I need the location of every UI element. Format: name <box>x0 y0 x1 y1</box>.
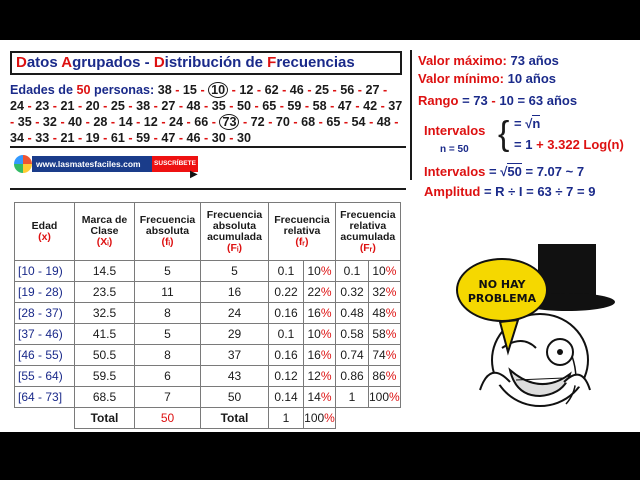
frequency-table <box>14 202 401 429</box>
header-text: Marca de Clase <box>81 214 128 237</box>
percent-cell: 100% <box>369 387 401 408</box>
age-separator: - <box>293 115 298 129</box>
age-separator: - <box>153 131 158 145</box>
logo-icon <box>14 155 32 173</box>
meme-image <box>440 240 640 432</box>
abs-freq-cell: 5 <box>135 324 201 345</box>
column-header <box>336 203 401 261</box>
age-separator: - <box>307 83 312 97</box>
age-value: 59 <box>287 99 302 113</box>
age-separator: - <box>268 115 273 129</box>
website-url[interactable]: www.lasmatesfaciles.com <box>32 156 152 172</box>
age-value: 40 <box>68 115 83 129</box>
ages-lead-end: personas: <box>90 83 158 97</box>
rel-freq-cell: 0.16 <box>269 345 304 366</box>
age-value: 70 <box>275 115 290 129</box>
age-value: 72 <box>250 115 265 129</box>
slide <box>0 40 640 432</box>
rel-freq-cell: 0.14 <box>269 387 304 408</box>
age-separator: - <box>103 99 108 113</box>
age-separator: - <box>178 131 184 145</box>
age-value: 46 <box>186 131 201 145</box>
min-value-line <box>418 71 556 86</box>
amplitude-line: Amplitud = R ÷ I = 63 ÷ 7 = 9 <box>424 184 596 199</box>
ages-count: 50 <box>76 83 91 97</box>
header-symbol: (x) <box>38 230 51 243</box>
age-value: 15 <box>182 83 197 97</box>
age-value: 48 <box>186 99 201 113</box>
age-separator: - <box>254 99 259 113</box>
table-row <box>15 282 401 303</box>
percent-cell: 100% <box>304 408 336 429</box>
slide-title <box>10 51 402 75</box>
age-value: 42 <box>363 99 378 113</box>
max-value: 73 años <box>510 53 559 68</box>
title-text: istribución de <box>164 54 268 71</box>
brace-icon: { <box>498 115 510 153</box>
circled-age: 10 <box>208 82 228 98</box>
age-value: 33 <box>35 131 50 145</box>
cum-rel-freq-cell: 0.1 <box>336 261 369 282</box>
age-value: 47 <box>337 99 352 113</box>
title-initial: D <box>153 54 165 71</box>
subscribe-button[interactable]: SUSCRÍBETE <box>152 156 198 172</box>
class-mark-cell: 50.5 <box>75 345 135 366</box>
interval-cell: [64 - 73] <box>15 387 75 408</box>
age-value: 62 <box>264 83 279 97</box>
header-text: Frecuencia absoluta acumulada <box>206 208 263 243</box>
age-separator: - <box>77 131 83 145</box>
age-value: 48 <box>376 115 391 129</box>
min-value: 10 años <box>507 71 557 86</box>
cum-rel-freq-cell: 0.58 <box>336 324 369 345</box>
title-text: recuencias <box>276 54 355 71</box>
percent-cell: 74% <box>369 345 401 366</box>
cum-rel-freq-cell: 1 <box>336 387 369 408</box>
age-separator: - <box>178 99 184 113</box>
abs-freq-cell: 8 <box>135 345 201 366</box>
percent-cell: 10% <box>304 261 336 282</box>
age-value: 58 <box>312 99 327 113</box>
age-value: 12 <box>239 83 254 97</box>
age-value: 21 <box>60 99 75 113</box>
class-mark-cell: 68.5 <box>75 387 135 408</box>
age-separator: - <box>128 99 133 113</box>
age-value: 32 <box>42 115 57 129</box>
age-value: 59 <box>136 131 151 145</box>
age-separator: - <box>242 115 248 129</box>
table-row <box>15 324 401 345</box>
age-value: 38 <box>136 99 151 113</box>
rel-freq-cell: 0.12 <box>269 366 304 387</box>
abs-freq-cell: 7 <box>135 387 201 408</box>
intervals-label: Intervalos <box>424 123 486 138</box>
age-separator: - <box>332 83 337 97</box>
class-mark-cell: 14.5 <box>75 261 135 282</box>
age-value: 38 <box>157 83 172 97</box>
age-separator: - <box>110 115 116 129</box>
empty-cell <box>15 408 75 429</box>
interval-cell: [19 - 28) <box>15 282 75 303</box>
age-value: 12 <box>143 115 158 129</box>
age-separator: - <box>369 115 374 129</box>
age-separator: - <box>204 131 209 145</box>
age-value: 46 <box>289 83 304 97</box>
age-value: 23 <box>35 99 50 113</box>
cursor-icon: ▶ <box>190 169 198 180</box>
age-separator: - <box>304 99 310 113</box>
title-initial: F <box>267 54 277 71</box>
age-separator: - <box>256 83 262 97</box>
age-separator: - <box>161 115 166 129</box>
age-separator: - <box>60 115 65 129</box>
header-text: Frecuencia absoluta <box>139 214 196 237</box>
age-value: 27 <box>365 83 380 97</box>
cum-abs-freq-cell: 24 <box>201 303 269 324</box>
column-header <box>75 203 135 261</box>
cum-abs-freq-cell: 50 <box>201 387 269 408</box>
total-rel-freq: 1 <box>269 408 304 429</box>
age-separator: - <box>103 131 108 145</box>
age-separator: - <box>380 99 385 113</box>
age-separator: - <box>355 99 360 113</box>
age-value: 56 <box>340 83 355 97</box>
age-separator: - <box>52 131 57 145</box>
age-separator: - <box>279 99 284 113</box>
total-label: Total <box>201 408 269 429</box>
age-value: 30 <box>236 131 251 145</box>
age-value: 61 <box>110 131 125 145</box>
title-initial: A <box>61 54 73 71</box>
age-value: 54 <box>351 115 366 129</box>
age-separator: - <box>85 115 90 129</box>
header-text: Edad <box>31 219 58 232</box>
header-symbol: (Fᵣ) <box>359 241 376 254</box>
age-separator: - <box>200 83 205 97</box>
header-symbol: (Xᵢ) <box>96 236 113 248</box>
interval-cell: [28 - 37) <box>15 303 75 324</box>
age-separator: - <box>52 99 57 113</box>
bubble-line-1: NO HAY <box>478 278 526 291</box>
age-separator: - <box>318 115 323 129</box>
class-mark-cell: 23.5 <box>75 282 135 303</box>
age-separator: - <box>357 83 362 97</box>
percent-cell: 14% <box>304 387 336 408</box>
age-value: 47 <box>161 131 176 145</box>
age-value: 14 <box>118 115 133 129</box>
age-value: 21 <box>60 131 75 145</box>
min-label: Valor mínimo: <box>418 71 504 86</box>
class-mark-cell: 41.5 <box>75 324 135 345</box>
age-separator: - <box>330 99 335 113</box>
intervals-calc: Intervalos = √50 = 7.07 ~ 7 <box>424 164 585 179</box>
interval-cell: [55 - 64) <box>15 366 75 387</box>
interval-cell: [10 - 19) <box>15 261 75 282</box>
age-separator: - <box>27 131 32 145</box>
age-separator: - <box>186 115 191 129</box>
range-line: Rango = 73 - 10 = 63 años <box>418 93 578 108</box>
age-separator: - <box>211 115 216 129</box>
title-initial: D <box>16 54 27 71</box>
age-separator: - <box>136 115 141 129</box>
formula-sqrt: = √n <box>514 116 541 131</box>
title-text: grupados - <box>72 54 154 71</box>
age-separator: - <box>128 131 133 145</box>
age-value: 24 <box>10 99 25 113</box>
rel-freq-cell: 0.22 <box>269 282 304 303</box>
formula-sturges: = 1 + 3.322 Log(n) <box>514 137 624 152</box>
max-value-line <box>418 53 559 68</box>
table-row <box>15 345 401 366</box>
age-separator: - <box>35 115 40 129</box>
percent-cell: 10% <box>304 324 336 345</box>
intervals-n: n = 50 <box>440 144 469 155</box>
age-separator: - <box>282 83 287 97</box>
total-label: Total <box>75 408 135 429</box>
cum-abs-freq-cell: 5 <box>201 261 269 282</box>
rel-freq-cell: 0.1 <box>269 261 304 282</box>
age-value: 35 <box>211 99 226 113</box>
age-separator: - <box>229 131 234 145</box>
percent-cell: 12% <box>304 366 336 387</box>
age-value: 30 <box>211 131 226 145</box>
age-separator: - <box>229 99 234 113</box>
ages-list <box>10 82 404 146</box>
percent-cell: 58% <box>369 324 401 345</box>
totals-row <box>15 408 401 429</box>
abs-freq-cell: 8 <box>135 303 201 324</box>
cum-rel-freq-cell: 0.86 <box>336 366 369 387</box>
table-row <box>15 387 401 408</box>
age-value: 66 <box>194 115 209 129</box>
age-separator: - <box>343 115 349 129</box>
age-value: 27 <box>161 99 176 113</box>
age-value: 34 <box>10 131 25 145</box>
percent-cell: 16% <box>304 303 336 324</box>
table-row <box>15 261 401 282</box>
cum-rel-freq-cell: 0.74 <box>336 345 369 366</box>
age-value: 65 <box>326 115 341 129</box>
divider-line <box>10 146 406 148</box>
age-separator: - <box>204 99 209 113</box>
percent-cell: 86% <box>369 366 401 387</box>
age-separator: - <box>10 115 15 129</box>
percent-cell: 16% <box>304 345 336 366</box>
cum-abs-freq-cell: 37 <box>201 345 269 366</box>
class-mark-cell: 32.5 <box>75 303 135 324</box>
age-value: 50 <box>236 99 251 113</box>
age-value: 25 <box>315 83 330 97</box>
percent-cell: 32% <box>369 282 401 303</box>
abs-freq-cell: 6 <box>135 366 201 387</box>
total-abs-freq: 50 <box>135 408 201 429</box>
age-value: 65 <box>262 99 277 113</box>
cum-abs-freq-cell: 29 <box>201 324 269 345</box>
age-value: 28 <box>93 115 108 129</box>
percent-cell: 22% <box>304 282 336 303</box>
vertical-divider <box>410 50 412 180</box>
age-separator: - <box>77 99 83 113</box>
age-separator: - <box>231 83 236 97</box>
age-separator: - <box>27 99 32 113</box>
column-header <box>201 203 269 261</box>
header-symbol: (fᵢ) <box>161 236 174 248</box>
cum-abs-freq-cell: 16 <box>201 282 269 303</box>
percent-cell: 48% <box>369 303 401 324</box>
table-row <box>15 366 401 387</box>
age-value: 35 <box>17 115 32 129</box>
header-symbol: (fᵣ) <box>295 236 309 248</box>
age-value: 68 <box>301 115 316 129</box>
rel-freq-cell: 0.1 <box>269 324 304 345</box>
cum-rel-freq-cell: 0.32 <box>336 282 369 303</box>
table-row <box>15 303 401 324</box>
column-header <box>135 203 201 261</box>
header-symbol: (Fᵢ) <box>227 241 242 254</box>
column-header <box>269 203 336 261</box>
age-value: 20 <box>85 99 100 113</box>
bubble-line-2: PROBLEMA <box>467 292 537 305</box>
divider-line <box>10 188 406 190</box>
title-text: atos <box>26 54 62 71</box>
abs-freq-cell: 5 <box>135 261 201 282</box>
abs-freq-cell: 11 <box>135 282 201 303</box>
age-value: 25 <box>110 99 125 113</box>
speech-bubble <box>456 258 548 322</box>
max-label: Valor máximo: <box>418 53 507 68</box>
age-separator: - <box>153 99 158 113</box>
header-text: Frecuencia relativa acumulada <box>340 208 396 243</box>
age-separator: - <box>382 83 388 97</box>
column-header <box>15 203 75 261</box>
cum-rel-freq-cell: 0.48 <box>336 303 369 324</box>
rel-freq-cell: 0.16 <box>269 303 304 324</box>
age-value: 37 <box>388 99 403 113</box>
interval-cell: [37 - 46) <box>15 324 75 345</box>
age-value: 19 <box>85 131 100 145</box>
age-separator: - <box>175 83 180 97</box>
class-mark-cell: 59.5 <box>75 366 135 387</box>
ages-lead: Edades de <box>10 83 77 97</box>
cum-abs-freq-cell: 43 <box>201 366 269 387</box>
age-value: 24 <box>169 115 184 129</box>
interval-cell: [46 - 55) <box>15 345 75 366</box>
range-label: Rango <box>418 93 459 108</box>
header-text: Frecuencia relativa <box>274 214 330 237</box>
percent-cell: 10% <box>369 261 401 282</box>
circled-age: 73 <box>219 114 239 130</box>
age-separator: - <box>394 115 399 129</box>
